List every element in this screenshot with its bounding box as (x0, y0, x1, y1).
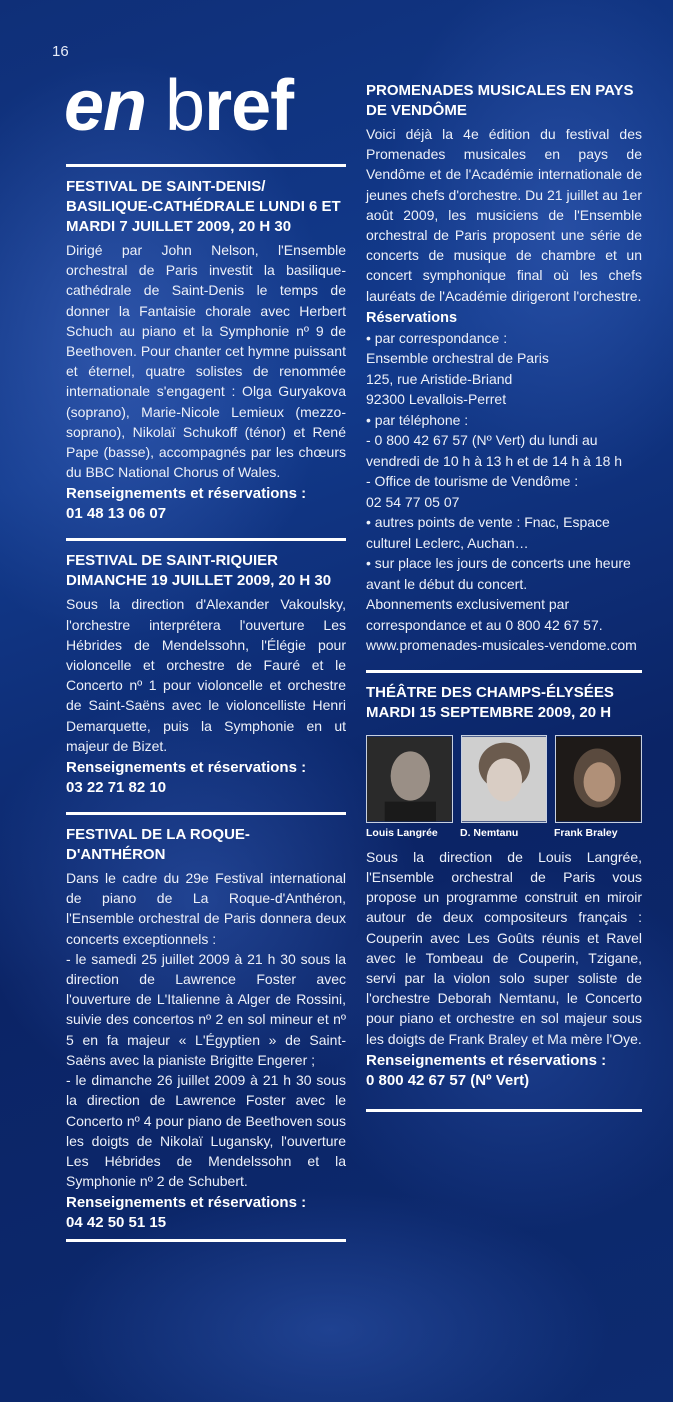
contact-label: Renseignements et réservations : (66, 759, 307, 777)
article-body-concert-2: - le dimanche 26 juillet 2009 à 21 h 30 sous la direction de Lawrence Foster avec le Concerto nº 4 pour piano de Beethoven sous les doigts de Nikolaï Lugansky, l'ouverture Les Hébrides de Mendelssohn et la Symphonie nº 2 de Schubert. (66, 1072, 346, 1190)
divider (66, 538, 346, 541)
photo-louis-langree (366, 735, 453, 823)
article-saint-denis (66, 164, 346, 524)
divider (366, 1109, 642, 1112)
reservation-line: - 0 800 42 67 57 (Nº Vert) du lundi au vendredi de 10 h à 13 h et de 14 h à 18 h (366, 432, 623, 469)
photo-caption: D. Nemtanu (460, 826, 519, 839)
article-body: Dirigé par John Nelson, l'Ensemble orchestral de Paris investit la basilique-cathédrale de Saint-Denis le temps de donner la Fantaisie chorale avec Herbert Schuch au piano et la Symphonie nº 9 de Beethoven. Pour chanter cet hymne puissant et éternel, quatre solistes de renommée internationale s'engagent : Olga Guryakova (soprano), Marie-Nicole Lemieux (mezzo-soprano), Nikolaï Schukoff (ténor) et René Pape (basse), accompagnés par les chœurs du BBC National Chorus of Wales. (66, 242, 346, 481)
divider (366, 670, 642, 673)
article-saint-riquier (66, 538, 346, 798)
reservation-line: • autres points de vente : Fnac, Espace culturel Leclerc, Auchan… (366, 514, 610, 551)
reservation-line: 92300 Levallois-Perret (366, 391, 507, 408)
contact-phone: 03 22 71 82 10 (66, 779, 167, 797)
section-title (64, 66, 294, 146)
contact-phone: 04 42 50 51 15 (66, 1214, 167, 1232)
article-heading: FESTIVAL DE SAINT-RIQUIER DIMANCHE 19 JUILLET 2009, 20 H 30 (66, 552, 332, 590)
article-body: Sous la direction d'Alexander Vakoulsky, l'orchestre interprétera l'ouverture Les Hébrides de Mendelssohn, l'Élégie pour violoncelle et orchestre de Fauré et le Concerto nº 1 pour violoncelle et orchestre de Saint-Saëns avec le violoncelliste Henri Demarquette, puis la Symphonie en ut majeur de Bizet. (66, 596, 346, 754)
photo-caption: Frank Braley (554, 826, 618, 839)
portrait-image (556, 736, 641, 822)
title-part-2: b (146, 66, 205, 146)
title-part-1: en (64, 66, 147, 146)
article-body-concert-1: - le samedi 25 juillet 2009 à 21 h 30 sous la direction de Lawrence Foster avec l'ouverture de L'Italienne à Alger de Rossini, suivie des concertos nº 2 en sol mineur et nº 5 en fa majeur « L'Égyptien » de Saint-Saëns avec la pianiste Brigitte Engerer ; (66, 950, 346, 1068)
article-heading: PROMENADES MUSICALES EN PAYS DE VENDÔME (366, 82, 634, 119)
photo-captions (366, 827, 642, 839)
portrait-image (367, 736, 452, 822)
reservation-line: • par téléphone : (366, 411, 469, 428)
reservation-line: • par correspondance : (366, 329, 508, 346)
article-heading: FESTIVAL DE LA ROQUE-D'ANTHÉRON (66, 826, 250, 864)
photo-caption: Louis Langrée (366, 826, 438, 839)
right-column (366, 81, 642, 1126)
divider (66, 1239, 346, 1242)
reservation-line: 02 54 77 05 07 (366, 493, 460, 510)
article-heading: THÉÂTRE DES CHAMPS-ÉLYSÉES MARDI 15 SEPTEMBRE 2009, 20 H (366, 683, 614, 721)
article-vendome (366, 81, 642, 656)
article-body: Dans le cadre du 29e Festival international de piano de La Roque-d'Anthéron, l'Ensemble orchestral de Paris donnera deux concerts exceptionnels : (66, 870, 346, 947)
contact-phone: 0 800 42 67 57 (Nº Vert) (366, 1071, 530, 1089)
reservation-line: - Office de tourisme de Vendôme : (366, 473, 579, 490)
contact-phone: 01 48 13 06 07 (66, 505, 167, 523)
reservation-line: Ensemble orchestral de Paris (366, 350, 549, 367)
article-body: Voici déjà la 4e édition du festival des Promenades musicales en pays de Vendôme et de l'Académie internationale de jeunes chefs d'orchestre. Du 21 juillet au 1er août 2009, les musiciens de l'Ensemble orchestral de Paris proposent une série de concerts de musique de chambre et un concert symphonique final où les chefs lauréats de l'Académie dirigeront l'orchestre. (366, 126, 642, 304)
article-heading: FESTIVAL DE SAINT-DENIS/ BASILIQUE-CATHÉDRALE LUNDI 6 ET MARDI 7 JUILLET 2009, 20 H 30 (66, 178, 341, 235)
photo-d-nemtanu (461, 735, 548, 823)
reservations-label: Réservations (366, 309, 458, 326)
contact-label: Renseignements et réservations : (66, 1194, 307, 1212)
reservation-line: 125, rue Aristide-Briand (366, 370, 513, 387)
photo-row (366, 735, 642, 823)
article-champs-elysees (366, 670, 642, 1112)
website-link[interactable]: www.promenades-musicales-vendome.com (366, 637, 637, 654)
contact-label: Renseignements et réservations : (66, 485, 307, 503)
reservation-line: • sur place les jours de concerts une heure avant le début du concert. (366, 555, 631, 592)
article-body: Sous la direction de Louis Langrée, l'Ensemble orchestral de Paris vous propose un programme construit en miroir autour de deux compositeurs français : Couperin avec Les Goûts réunis et Ravel avec le Tombeau de Couperin, Tzigane, servi par la violon solo super soliste de l'orchestre Deborah Nemtanu, le Concerto pour piano et orchestre en sol majeur sous les doigts de Frank Braley et Ma mère l'Oye. (366, 848, 642, 1047)
left-column (66, 164, 346, 1256)
divider (66, 812, 346, 815)
portrait-image (462, 736, 547, 822)
page-number: 16 (52, 43, 69, 60)
photo-frank-braley (555, 735, 642, 823)
reservation-line: Abonnements exclusivement par correspondance et au 0 800 42 67 57. (366, 596, 603, 633)
article-roque-antheron (66, 812, 346, 1242)
contact-label: Renseignements et réservations : (366, 1051, 607, 1069)
title-part-3: ref (204, 66, 294, 146)
divider (66, 164, 346, 167)
